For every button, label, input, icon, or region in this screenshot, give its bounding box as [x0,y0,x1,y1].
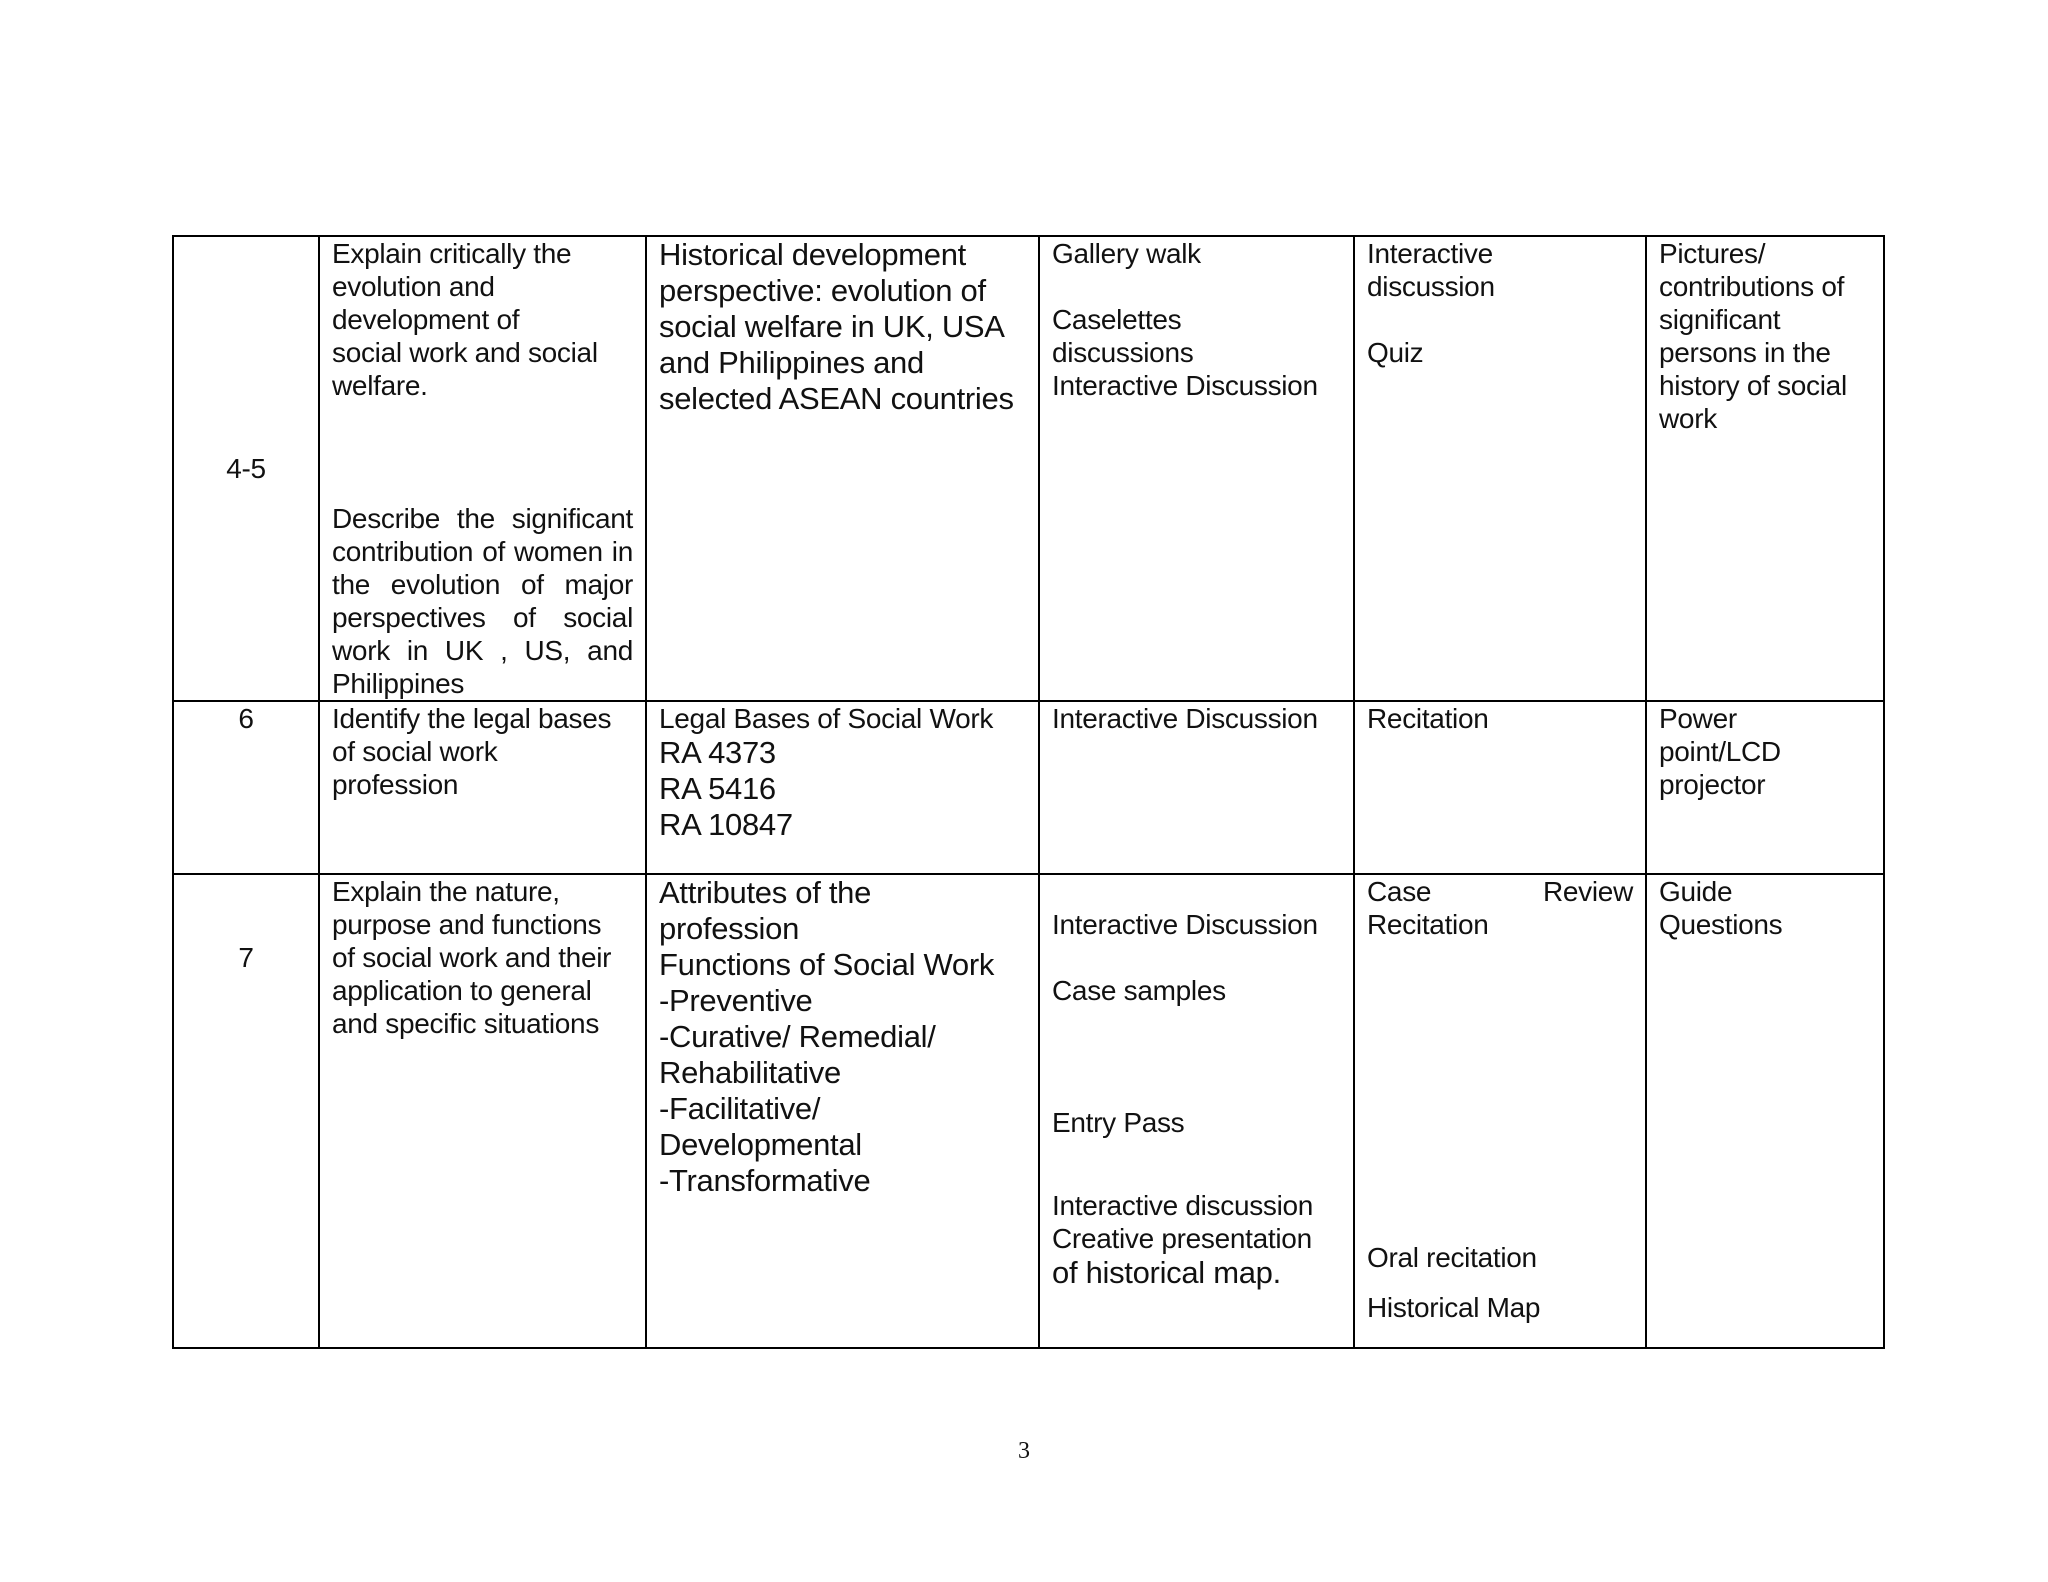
resources: Pictures/ contributions of significant persons in the history of social work [1659,238,1847,434]
learning-activity: of historical map. [1052,1255,1281,1290]
assessment: Recitation [1367,703,1489,734]
assessment: Historical Map [1367,1292,1541,1323]
table-row-week-7 [173,874,1884,1348]
learning-outcome: Explain the nature, purpose and functions of social work and their application to general and specific situations [332,876,612,1039]
resources-cell [1646,236,1884,701]
resources: Power point/LCD projector [1659,703,1781,800]
assessment-cell [1354,701,1646,874]
assessment-word: Case [1367,876,1432,907]
resources: Guide Questions [1659,876,1783,940]
assessment: Oral recitation [1367,1242,1537,1273]
course-content-title: Legal Bases of Social Work [659,703,994,734]
course-content: Attributes of the profession Functions of Social Work -Preventive -Curative/ Remedial/ Rehabilitative -Facilitative/ Developmental -Transformative [659,875,995,1198]
learning-outcome: Describe the significant contribution of women in the evolution of major perspectives of social work in UK , US, and Philippines [332,503,633,699]
learning-activity-cell [1039,236,1354,701]
assessment-cell [1354,874,1646,1348]
resources-cell [1646,874,1884,1348]
week-label: 4-5 [226,453,266,484]
learning-outcome: Explain critically the evolution and development of social work and social welfare. [332,238,598,401]
learning-activity: Case samples [1052,975,1226,1006]
learning-activity-cell [1039,701,1354,874]
law-reference: RA 4373 [659,735,776,770]
course-content-cell [646,701,1039,874]
learning-activity-cell [1039,874,1354,1348]
learning-outcome-cell [319,236,646,701]
learning-outcome-cell [319,874,646,1348]
assessment: Quiz [1367,337,1424,368]
page-number: 3 [1018,1438,1030,1464]
week-label: 6 [238,703,254,734]
assessment-case-review [1367,875,1633,908]
learning-activity: Interactive discussion Creative presentation [1052,1190,1314,1254]
law-reference: RA 10847 [659,807,793,842]
learning-outcome-cell [319,701,646,874]
learning-outcome: Identify the legal bases of social work profession [332,703,612,800]
learning-activity: Interactive Discussion [1052,370,1318,401]
course-content-cell [646,236,1039,701]
course-content-cell [646,874,1039,1348]
week-cell [173,236,319,701]
resources-cell [1646,701,1884,874]
table-row-week-6 [173,701,1884,874]
learning-activity: Gallery walk [1052,238,1201,269]
week-cell [173,701,319,874]
week-cell [173,874,319,1348]
learning-activity: Caselettes discussions [1052,304,1194,368]
assessment-cell [1354,236,1646,701]
assessment: Recitation [1367,909,1489,940]
table-row-weeks-4-5 [173,236,1884,701]
learning-activity: Interactive Discussion [1052,703,1318,734]
course-content: Historical development perspective: evolution of social welfare in UK, USA and Philippines and selected ASEAN countries [659,237,1014,416]
assessment-word: Review [1542,876,1633,907]
learning-activity: Interactive Discussion [1052,909,1318,940]
week-label: 7 [238,942,254,973]
assessment: Interactive discussion [1367,238,1495,302]
learning-activity: Entry Pass [1052,1107,1185,1138]
syllabus-table [172,235,1885,1349]
law-reference: RA 5416 [659,771,776,806]
